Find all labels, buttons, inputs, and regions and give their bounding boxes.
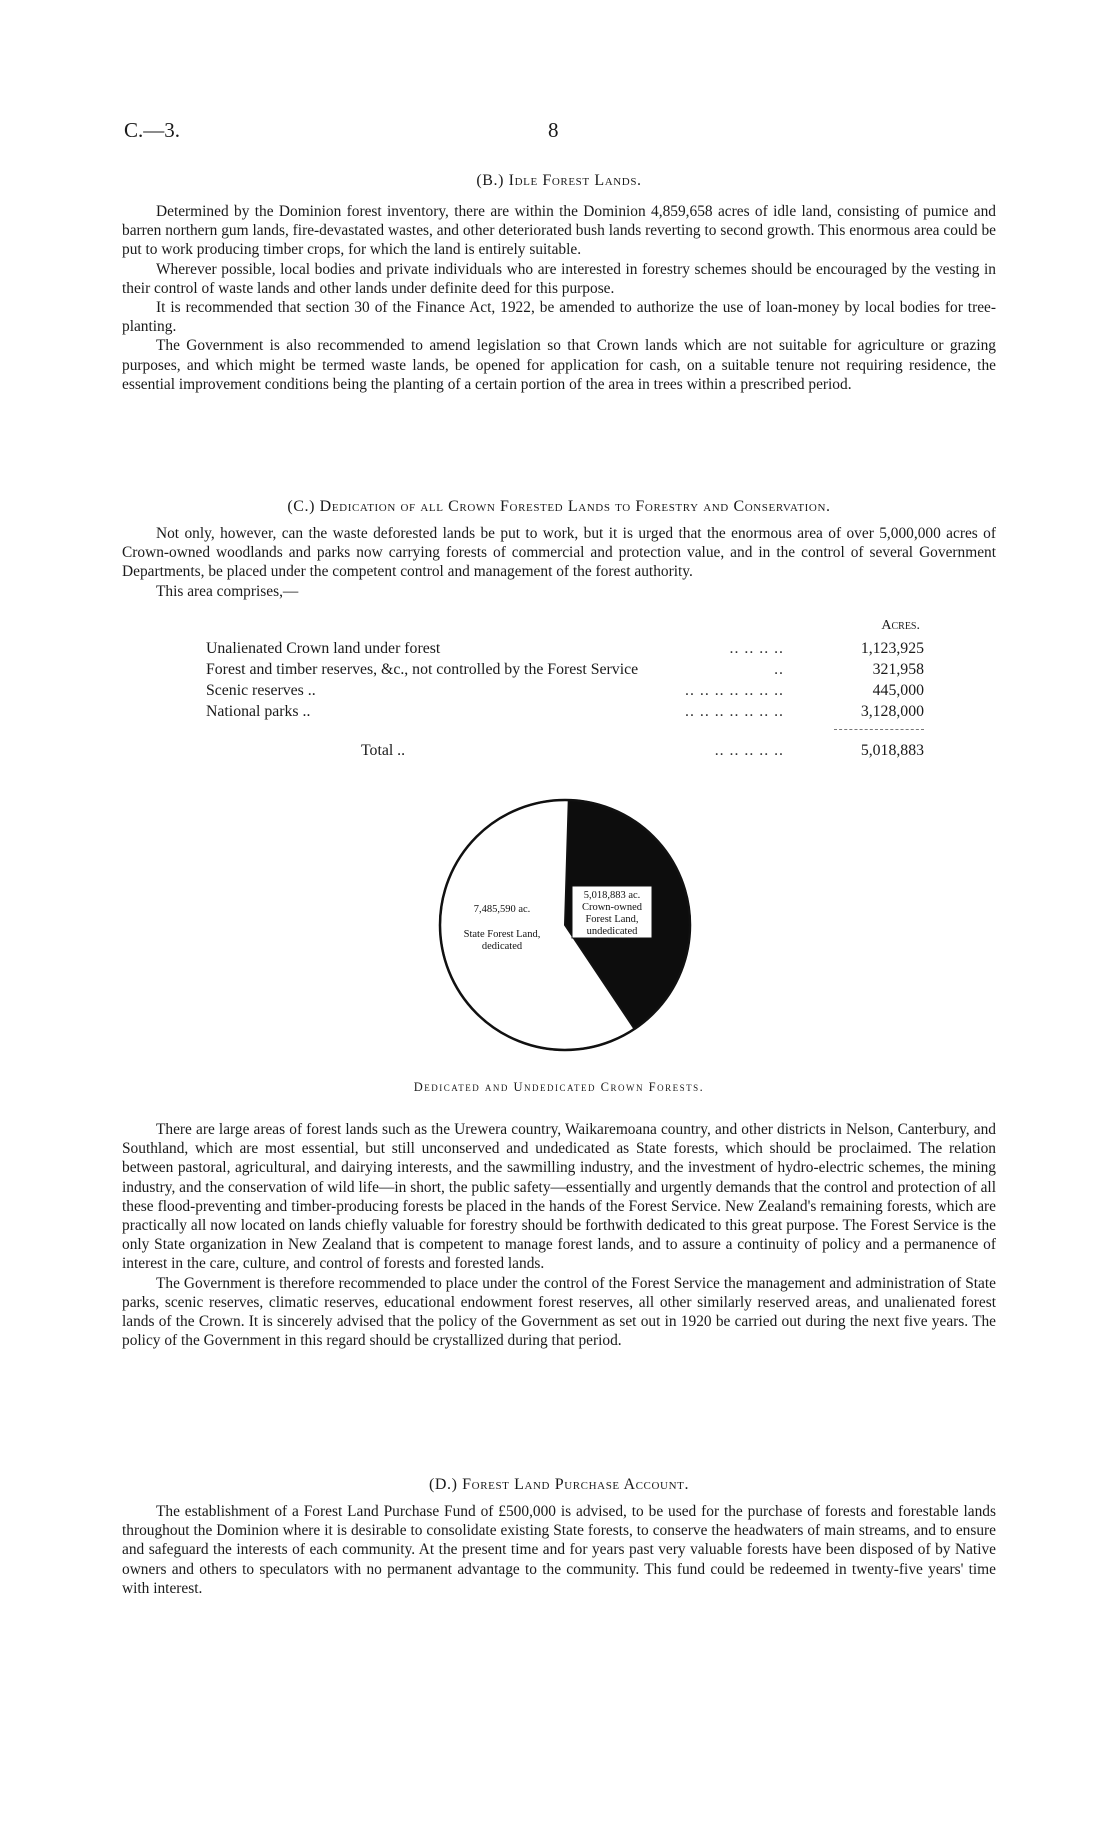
leader-dots: .. .. .. .. .. bbox=[714, 742, 784, 759]
section-c-paragraph: Not only, however, can the waste deforested lands be put to work, but it is urged that the enormous area of over 5,000,000 acres of Crown-owned woodlands and parks now carrying forests of commercial and protection value, and in the control of several Government Departments, be placed under the competent control and management of the forest authority. bbox=[122, 525, 996, 581]
section-c-heading: (C.) Dedication of all Crown Forested Lands to Forestry and Conservation. bbox=[287, 498, 831, 515]
pie-label-undedicated bbox=[572, 886, 652, 938]
pie-chart-svg bbox=[430, 790, 700, 1060]
pie-label-dedicated-value bbox=[474, 904, 531, 915]
table-row-label: National parks .. bbox=[206, 703, 311, 720]
table-row-value: 3,128,000 bbox=[860, 703, 924, 720]
table-row-value: 445,000 bbox=[872, 682, 924, 699]
table-row-label: Scenic reserves .. bbox=[206, 682, 316, 699]
page-number: 8 bbox=[548, 118, 559, 142]
total-rule bbox=[834, 729, 924, 730]
table-row bbox=[206, 682, 924, 703]
section-c bbox=[122, 498, 996, 601]
section-b-paragraph: The Government is also recommended to amend legislation so that Crown lands which are not suitable for agriculture or grazing purposes, and which might be termed waste lands, be opened for application for cash, on a suitable tenure not requiring residence, the essential improvement conditions being the planting of a certain portion of the area in trees within a prescribed period. bbox=[122, 337, 996, 393]
table-row bbox=[206, 618, 924, 661]
section-b bbox=[122, 172, 996, 394]
pie-label-undedicated-line: 5,018,883 ac. bbox=[583, 890, 641, 901]
table-total-value: 5,018,883 bbox=[860, 742, 924, 759]
table-row bbox=[206, 703, 924, 724]
pie-label-undedicated-line: Forest Land, bbox=[585, 914, 639, 925]
pie-label-undedicated-line: Crown-owned bbox=[581, 902, 643, 913]
table-row-label: Unalienated Crown land under forest bbox=[206, 640, 441, 657]
pie-label-dedicated-value-line: 7,485,590 ac. bbox=[473, 904, 531, 915]
table-row-label: Forest and timber reserves, &c., not controlled by the Forest Service bbox=[206, 661, 639, 678]
section-c-paragraph: This area comprises,— bbox=[156, 582, 299, 600]
table-row-value: 321,958 bbox=[872, 661, 924, 678]
acres-unit-header: Acres. bbox=[881, 618, 920, 633]
pie-label-dedicated-text-line: State Forest Land, bbox=[463, 929, 541, 940]
section-b-paragraph: Determined by the Dominion forest inventory, there are within the Dominion 4,859,658 acres of idle land, consisting of pumice and barren northern gum lands, fire-devastated wastes, and other deteriorated bush lands reverting to second growth. This enormous area could be put to work producing timber crops, for which the land is entirely suitable. bbox=[122, 203, 996, 259]
section-c-paragraph: The Government is therefore recommended to place under the control of the Forest Service the management and administration of State parks, scenic reserves, climatic reserves, educational endowment forest reserves, all other similarly reserved areas, and unalienated forest lands of the Crown. It is sincerely advised that the policy of the Government as set out in 1920 be carried out during the next five years. The policy of the Government in this regard should be crystallized during that period. bbox=[122, 1274, 996, 1350]
leader-dots: .. .. .. .. bbox=[729, 640, 784, 657]
pie-label-dedicated-text-line: dedicated bbox=[481, 941, 523, 952]
section-d-paragraph: The establishment of a Forest Land Purchase Fund of £500,000 is advised, to be used for the purchase of forests and forestable lands throughout the Dominion where it is desirable to consolidate existing State forests, to conserve the headwaters of main streams, and to ensure and safeguard the interests of each community. At the present time and for years past very valuable forests have been disposed of by Native owners and others to speculators with no permanent advantage to the community. This fund could be redeemed in twenty-five years' time with interest. bbox=[122, 1503, 996, 1597]
section-c-paragraph: There are large areas of forest lands such as the Urewera country, Waikaremoana country, and other districts in Nelson, Canterbury, and Southland, which are most essential, but still unconserved and undedicated as State forests, which should be proclaimed. The relation between pastoral, agricultural, and dairying interests, and the sawmilling industry, and the investment of hydro-electric schemes, the mining industry, and the conservation of wild life—in short, the public safety—essentially and urgently demands that the control and protection of all these flood-preventing and timber-producing forests be placed in the hands of the Forest Service. New Zealand's remaining forests, which are practically all now located on lands chiefly valuable for forestry should be forthwith dedicated to this great purpose. The Forest Service is the only State organization in New Zealand that is competent to manage forest lands, and to assure a continuity of policy and a permanence of interest in the care, culture, and control of forests and forested lands. bbox=[122, 1121, 996, 1273]
section-d-heading: (D.) Forest Land Purchase Account. bbox=[428, 1476, 690, 1493]
section-c-continued bbox=[122, 1120, 996, 1350]
table-row bbox=[206, 661, 924, 682]
table-total-row bbox=[206, 742, 924, 763]
section-b-heading: (B.) Idle Forest Lands. bbox=[476, 172, 642, 189]
table-total-label: Total .. bbox=[361, 742, 406, 759]
acreage-table bbox=[206, 618, 924, 763]
pie-label-undedicated-line: undedicated bbox=[586, 926, 638, 937]
pie-chart bbox=[430, 790, 700, 1060]
leader-dots: .. .. .. .. .. .. .. bbox=[685, 703, 784, 720]
leader-dots: .. .. .. .. .. .. .. bbox=[685, 682, 784, 699]
section-d bbox=[122, 1476, 996, 1598]
section-b-paragraph: Wherever possible, local bodies and private individuals who are interested in forestry schemes should be encouraged by the vesting in their control of waste lands and other lands under definite deed for this purpose. bbox=[122, 260, 996, 297]
table-row-value: 1,123,925 bbox=[860, 640, 924, 657]
section-b-paragraph: It is recommended that section 30 of the Finance Act, 1922, be amended to authorize the use of loan-money by local bodies for tree-planting. bbox=[122, 299, 996, 336]
page-reference: C.—3. bbox=[124, 118, 181, 142]
leader-dots: .. bbox=[774, 661, 784, 678]
figure-caption: Dedicated and Undedicated Crown Forests. bbox=[413, 1080, 705, 1094]
